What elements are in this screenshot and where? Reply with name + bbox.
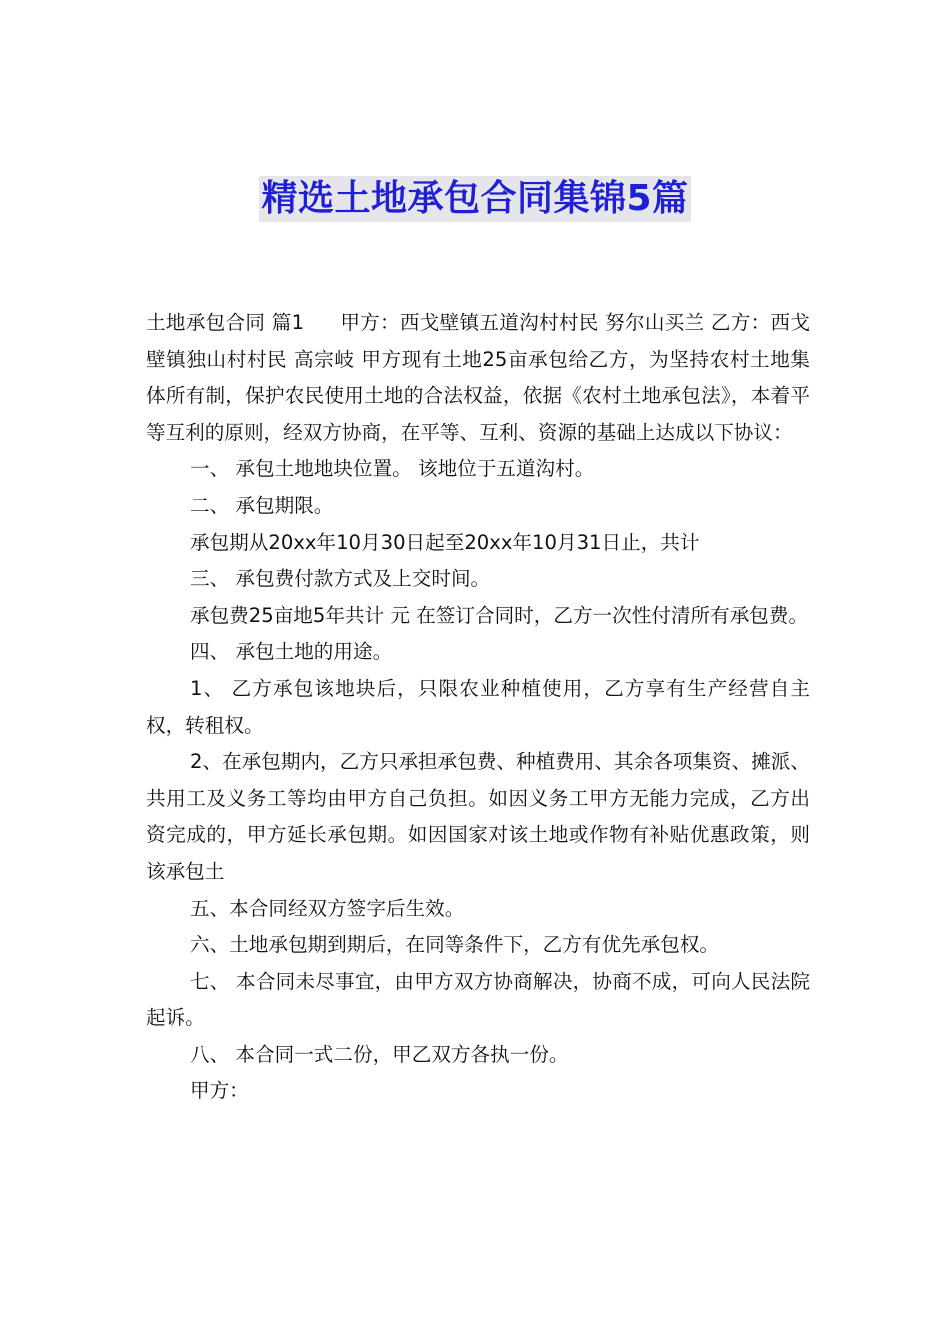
intro-text: 甲方：西戈壁镇五道沟村村民 努尔山买兰 乙方：西戈壁镇独山村村民 高宗岐 甲方现有土地25亩承包给乙方，为坚持农村土地集体所有制，保护农民使用土地的合法权益，依据《农村土地承包法》，本着平等互利的原则，经双方协商，在平等、互利、资源的基础上达成以下协议：: [146, 311, 810, 444]
clause-renewal: 六、土地承包期到期后，在同等条件下，乙方有优先承包权。: [190, 933, 720, 957]
document-body: [146, 305, 810, 1110]
clause-location: 一、 承包土地地块位置。 该地位于五道沟村。: [190, 457, 595, 481]
party-a-signature-label: 甲方：: [190, 1079, 249, 1103]
clause-copies: 八、 本合同一式二份，甲乙双方各执一份。: [190, 1042, 569, 1066]
clause-usage-heading: 四、 承包土地的用途。: [190, 640, 393, 664]
intro-paragraph: [146, 305, 810, 451]
clause-disputes: 七、 本合同未尽事宜，由甲方双方协商解决，协商不成，可向人民法院起诉。: [146, 969, 810, 1030]
clause-usage-item-2: 2、在承包期内，乙方只承担承包费、种植费用、其余各项集资、摊派、共用工及义务工等均由甲方自己负担。如因义务工甲方无能力完成，乙方出资完成的，甲方延长承包期。如因国家对该土地或作物有补贴优惠政策，则该承包土: [146, 750, 810, 883]
title-block: [0, 176, 950, 222]
clause-payment-heading: 三、 承包费付款方式及上交时间。: [190, 567, 491, 591]
clause-effective: 五、本合同经双方签字后生效。: [190, 896, 465, 920]
clause-usage-item-1: 1、 乙方承包该地块后，只限农业种植使用，乙方享有生产经营自主权，转租权。: [146, 676, 810, 737]
clause-term-detail: 承包期从20xx年10月30日起至20xx年10月31日止，共计: [190, 530, 700, 554]
clause-payment-detail: 承包费25亩地5年共计 元 在签订合同时，乙方一次性付清所有承包费。: [190, 603, 809, 627]
document-title: 精选土地承包合同集锦5篇: [259, 176, 690, 222]
contract-heading: 土地承包合同 篇1: [146, 311, 305, 334]
clause-term-heading: 二、 承包期限。: [190, 493, 334, 517]
